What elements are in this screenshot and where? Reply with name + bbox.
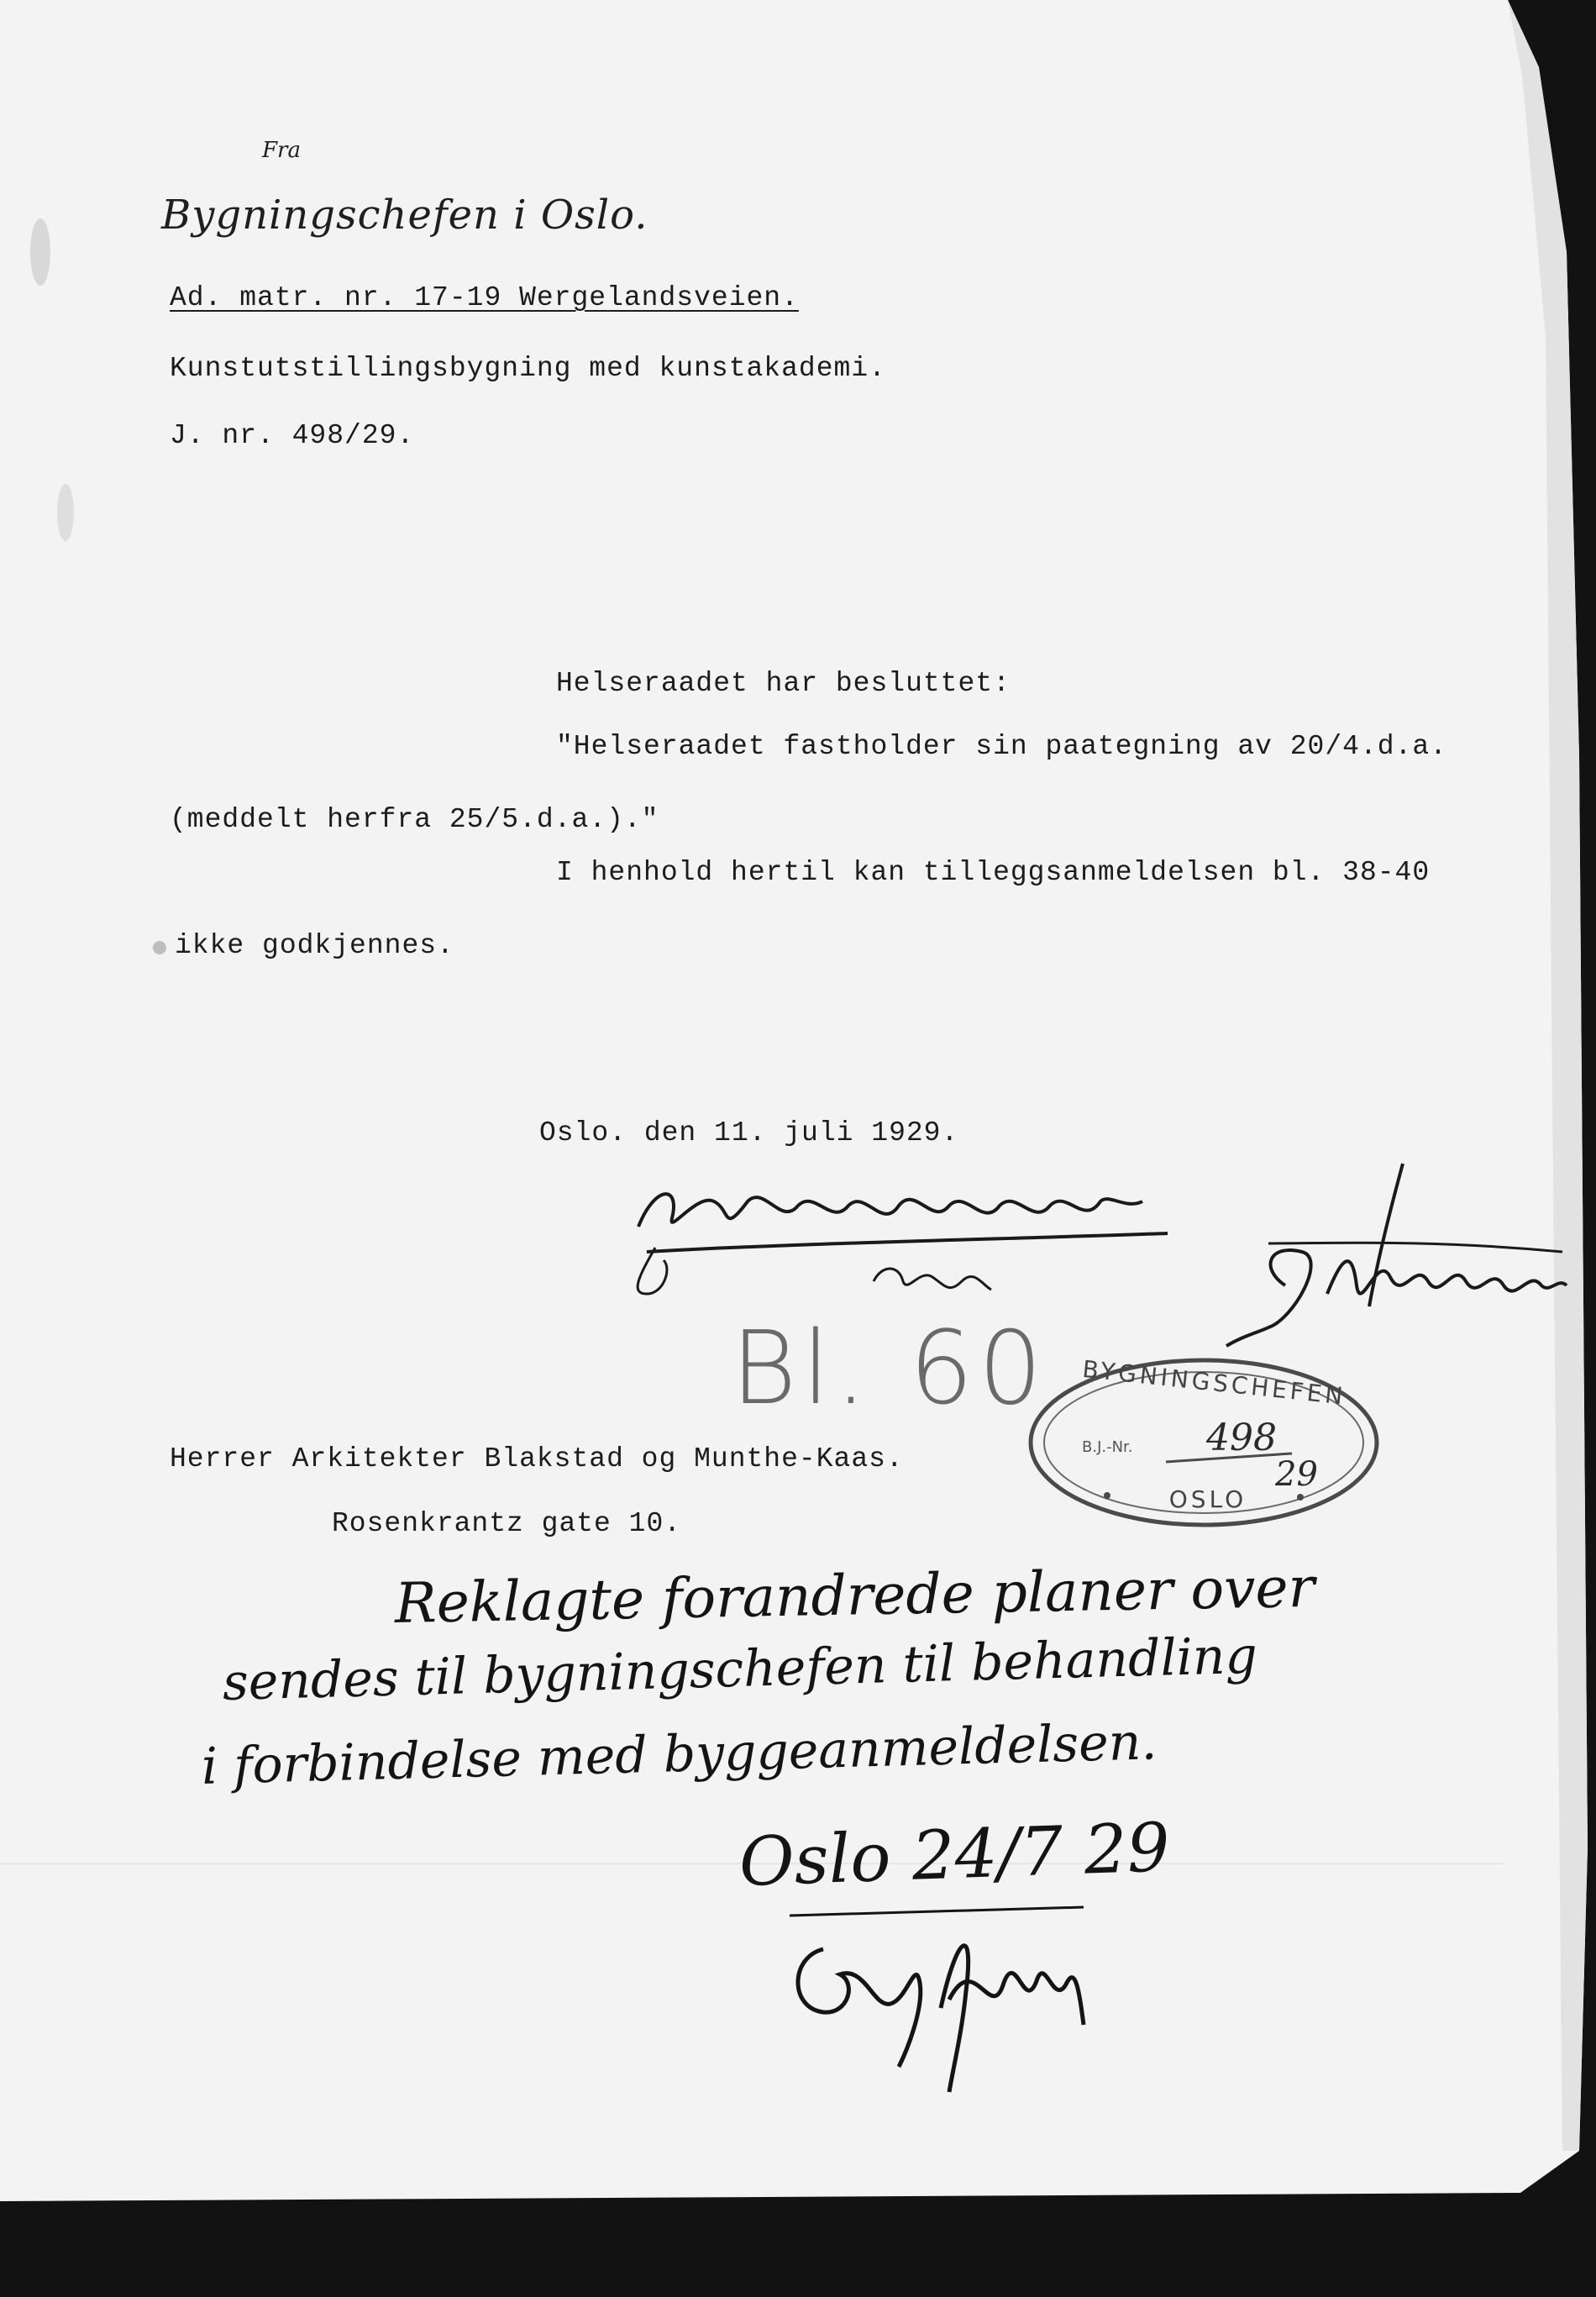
handwritten-line-2: sendes til bygningschefen til behandling xyxy=(222,1626,1258,1712)
body-line-3: (meddelt herfra 25/5.d.a.)." xyxy=(170,804,659,835)
office-name: Bygningschefen i Oslo. xyxy=(161,192,648,239)
address-line: Ad. matr. nr. 17-19 Wergelandsveien. xyxy=(170,282,799,313)
addressee-name: Herrer Arkitekter Blakstad og Munthe-Kaas. xyxy=(170,1443,904,1474)
stamp-office-text: BYGNINGSCHEFEN xyxy=(1081,1354,1347,1411)
stamp-city: OSLO xyxy=(1168,1485,1247,1513)
handwritten-line-1: Reklagte forandrede planer over xyxy=(394,1554,1315,1636)
handwritten-signature xyxy=(773,1899,1109,2100)
stamp-journal-label: B.J.-Nr. xyxy=(1082,1438,1133,1456)
office-stamp xyxy=(1023,1353,1384,1532)
signature-right xyxy=(1210,1159,1579,1361)
stamp-journal-number: 498 xyxy=(1206,1417,1277,1459)
sheet-number-annotation: Bl. 60 xyxy=(731,1311,1047,1427)
signature-left xyxy=(622,1168,1193,1319)
handwritten-date: Oslo 24/7 29 xyxy=(738,1808,1172,1901)
from-label: Fra xyxy=(262,138,301,163)
body-line-1: Helseraadet har besluttet: xyxy=(556,668,1011,699)
date-line: Oslo. den 11. juli 1929. xyxy=(539,1117,959,1148)
subject-line: Kunstutstillingsbygning med kunstakademi. xyxy=(170,353,886,384)
body-line-4: I henhold hertil kan tilleggsanmeldelsen bl. 38-40 xyxy=(556,857,1431,888)
stamp-journal-year: 29 xyxy=(1275,1455,1318,1494)
journal-number: J. nr. 498/29. xyxy=(170,420,415,451)
handwritten-line-3: i forbindelse med byggeanmeldelsen. xyxy=(201,1712,1158,1796)
addressee-street: Rosenkrantz gate 10. xyxy=(332,1508,682,1539)
body-line-2: "Helseraadet fastholder sin paategning av 20/4.d.a. xyxy=(556,731,1447,762)
body-line-5: ikke godkjennes. xyxy=(175,930,454,961)
